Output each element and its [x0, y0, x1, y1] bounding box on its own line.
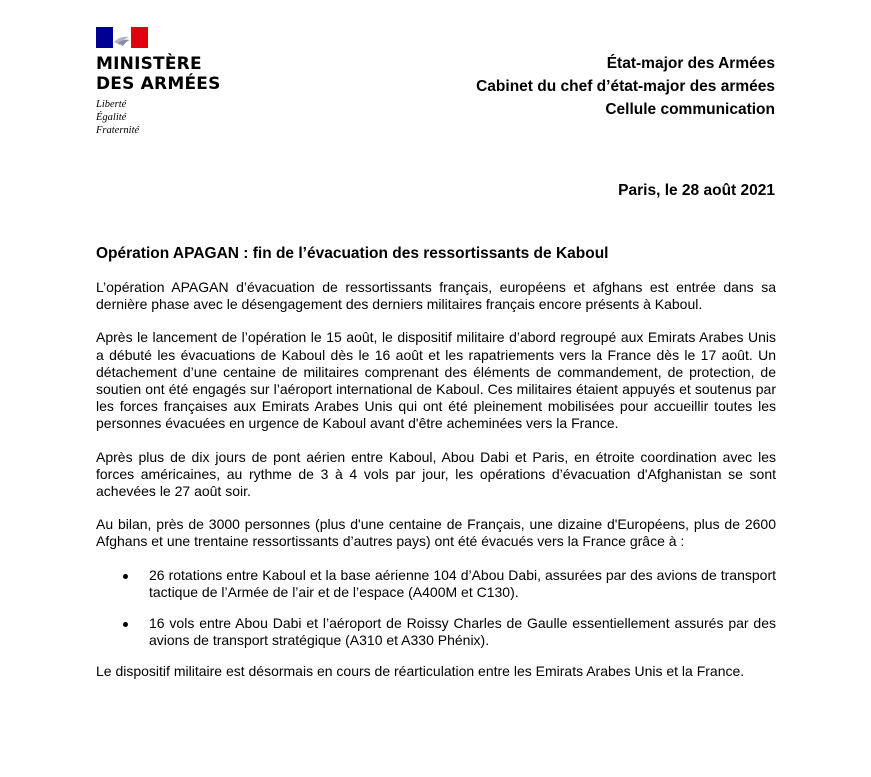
motto-egalite: Égalité	[96, 112, 127, 123]
motto-liberte: Liberté	[96, 99, 127, 110]
closing-paragraph: Le dispositif militaire est désormais en cours de réarticulation entre les Emirats Arabes Unis et la France.	[96, 663, 745, 680]
paragraph: Après le lancement de l’opération le 15 août, le dispositif militaire d’abord regroupé aux Emirats Arabes Unis a débuté les évacuations de Kaboul dès le 16 août et les rapatriements vers la France dès le 17 août. Un détachement d’une centaine de militaires comprenant des éléments de commandement, de protection, de soutien ont été engagés sur l’aéroport international de Kaboul. Ces militaires étaient appuyés et soutenus par les forces françaises aux Emirats Arabes Unis qui ont été pleinement mobilisées pour accueillir toutes les personnes évacuées en urgence de Kaboul avant d'être acheminées vers la France.	[96, 329, 776, 432]
list-item-text: 26 rotations entre Kaboul et la base aérienne 104 d’Abou Dabi, assurées par des avions de transport tactique de l’Armée de l’air et de l’espace (A400M et C130).	[149, 566, 776, 600]
motto-fraternite: Fraternité	[96, 125, 140, 136]
header-line-1: État-major des Armées	[606, 55, 775, 72]
header-line-2: Cabinet du chef d’état-major des armées	[476, 78, 775, 95]
document-body	[96, 279, 776, 697]
logo-line-1: MINISTÈRE	[96, 54, 202, 74]
paragraph: L’opération APAGAN d’évacuation de ressortissants français, européens et afghans est entrée dans sa dernière phase avec le désengagement des derniers militaires français encore présents à Kaboul.	[96, 279, 776, 313]
bullet-icon	[123, 622, 128, 627]
list-item	[96, 567, 776, 601]
bullet-icon	[123, 574, 128, 579]
document-title: Opération APAGAN : fin de l’évacuation des ressortissants de Kaboul	[96, 245, 609, 262]
list-item	[96, 615, 776, 649]
paragraph: Après plus de dix jours de pont aérien entre Kaboul, Abou Dabi et Paris, en étroite coordination avec les forces américaines, au rythme de 3 à 4 vols par jour, les opérations d’évacuation d'Afghanistan se sont achevées le 27 août soir.	[96, 448, 776, 500]
document-date: Paris, le 28 août 2021	[618, 182, 775, 199]
issuer-header	[476, 52, 775, 121]
logo-line-2: DES ARMÉES	[96, 74, 221, 94]
bullet-list	[96, 567, 776, 650]
header-line-3: Cellule communication	[605, 101, 775, 118]
list-item-text: 16 vols entre Abou Dabi et l’aéroport de Roissy Charles de Gaulle essentiellement assurés par des avions de transport stratégique (A310 et A330 Phénix).	[149, 615, 776, 649]
marianne-flag-icon	[96, 27, 148, 48]
paragraph: Au bilan, près de 3000 personnes (plus d'une centaine de Français, une dizaine d'Européens, plus de 2600 Afghans et une trentaine ressortissants d’autres pays) ont été évacués vers la France grâce à :	[96, 516, 776, 550]
